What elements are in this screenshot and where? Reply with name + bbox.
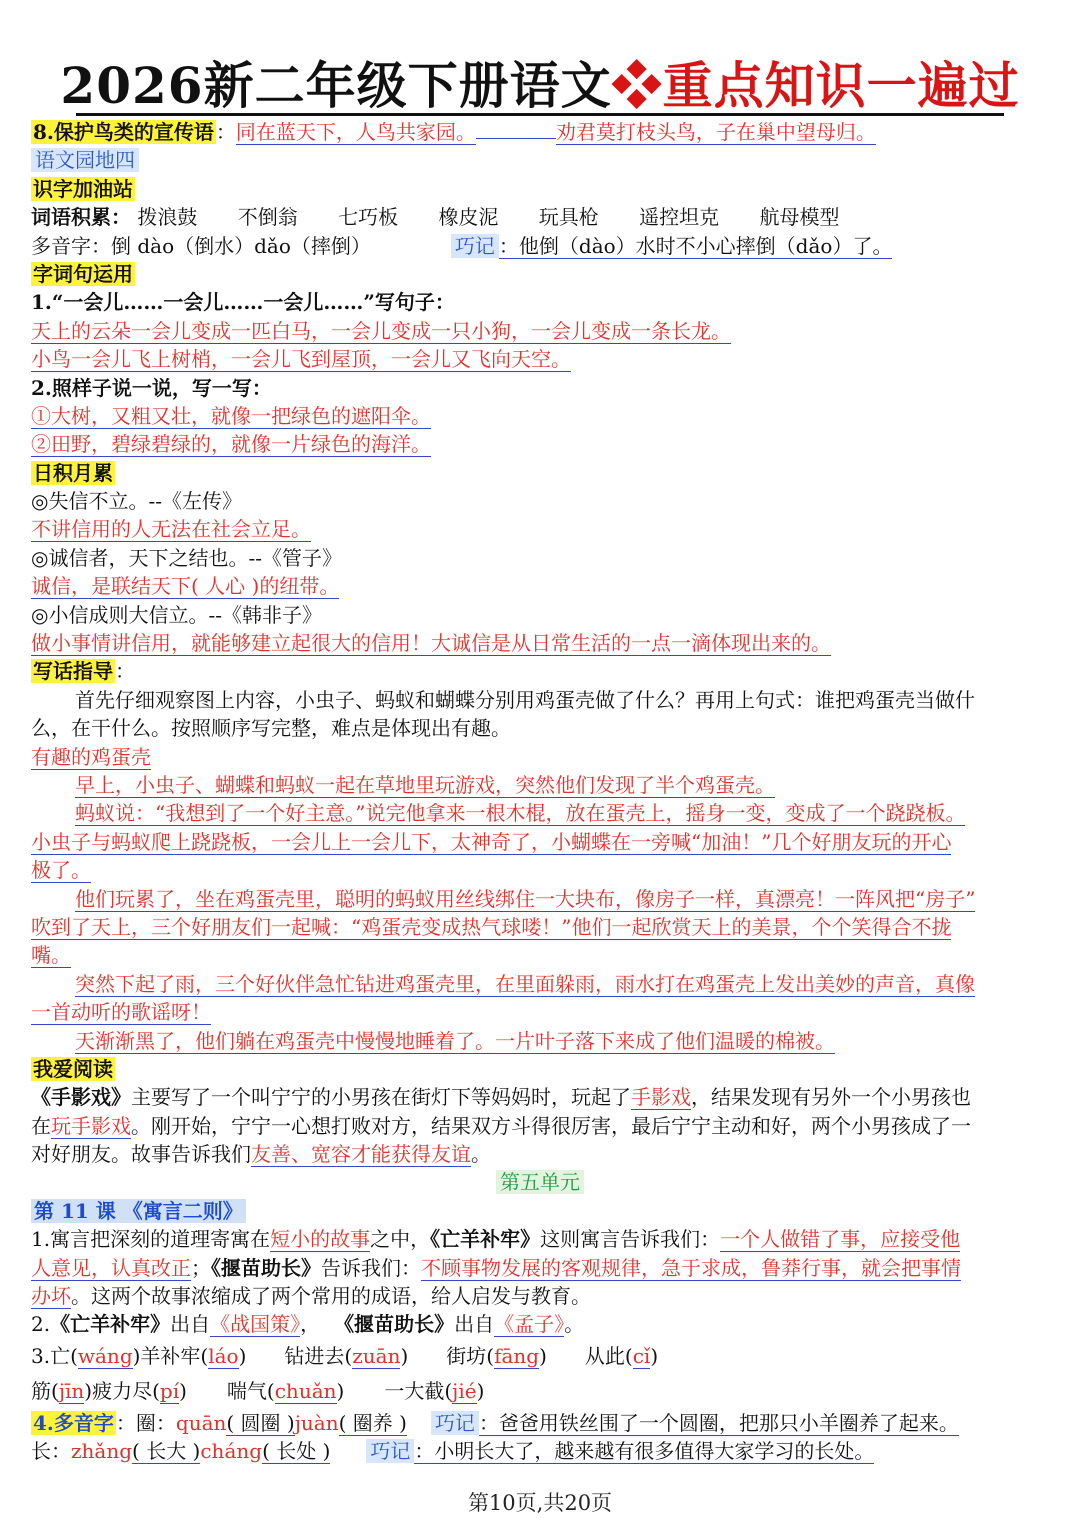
answer-text: 做小事情讲信用，就能够建立起很大的信用！大诚信是从日常生活的一点一滴体现出来的。 [31, 631, 831, 656]
text-line: 写话指导 ： [33, 659, 135, 684]
text-line: 3.亡(wáng)羊补牢(láo) 钻进去(zuān) 街坊(fāng) 从此(cǐ) [31, 1343, 659, 1368]
section-label: 4.多音字 [33, 1410, 114, 1435]
text-line: 筋(jīn)疲力尽(pí) 喘气(chuǎn) 一大截(jié) [31, 1378, 485, 1403]
text-line [31, 317, 1049, 345]
word: 拨浪鼓 [137, 205, 198, 230]
text-line: 8.保护鸟类的宣传语 ：同在蓝天下，人鸟共家园。 劝君莫打枝头鸟，子在巢中望母归。 [33, 120, 876, 144]
essay-text: 一首动听的歌谣呀！ [31, 1000, 211, 1025]
tip-label: 巧记 [451, 234, 499, 258]
quote-line: ◎失信不立。--《左传》 [31, 489, 242, 514]
title-black-part: 2026新二年级下册语文 [60, 56, 612, 115]
lesson-heading: 第 11 课 《寓言二则》 [31, 1199, 246, 1223]
text-line [31, 885, 1049, 913]
essay-title: 有趣的鸡蛋壳 [31, 744, 151, 769]
book-title: 《手影戏》 [31, 1085, 131, 1110]
answer-text: 劝君莫打枝头鸟，子在巢中望母归。 [555, 120, 876, 144]
unit-title: 第五单元 [496, 1170, 584, 1194]
quote-line: ◎小信成则大信立。--《韩非子》 [31, 602, 322, 627]
question-line: 1.“一会儿……一会儿……一会儿……”写句子： [31, 290, 455, 315]
text-line [31, 345, 1049, 373]
text-line [31, 175, 1049, 203]
essay-text: 他们玩累了，坐在鸡蛋壳里，聪明的蚂蚁用丝线绑住一大块布，像房子一样，真漂亮！一阵风把“房子” [75, 886, 976, 911]
label: 词语积累： [31, 205, 131, 230]
text-line [31, 856, 1049, 884]
word: 航母模型 [759, 205, 840, 230]
essay-text: 早上，小虫子、蝴蝶和蚂蚁一起在草地里玩游戏，突然他们发现了半个鸡蛋壳。 [75, 772, 775, 797]
paragraph-line: 首先仔细观察图上内容，小虫子、蚂蚁和蝴蝶分别用鸡蛋壳做了什么？再用上句式：谁把鸡蛋壳当做什 [75, 687, 975, 712]
word: 不倒翁 [237, 205, 298, 230]
text-line [31, 402, 1049, 430]
text-line [31, 1055, 1049, 1083]
text-line [31, 260, 1049, 288]
quote-line: ◎诚信者，天下之结也。--《管子》 [31, 545, 342, 570]
text-line [31, 970, 1049, 998]
answer-text: 同在蓝天下，人鸟共家园。 [235, 120, 476, 144]
text-line [31, 203, 1049, 231]
answer-text: 诚信，是联结天下( 人心 )的纽带。 [31, 574, 340, 599]
section-heading: 日积月累 [33, 460, 113, 485]
essay-text: 嘴。 [31, 943, 71, 968]
question-line: 2.照样子说一说，写一写： [31, 375, 272, 400]
text-line: 1.寓言把深刻的道理寄寓在短小的故事之中，《亡羊补牢》这则寓言告诉我们：一个人做错了事，应接受他 [31, 1227, 961, 1252]
text-line [31, 459, 1049, 487]
text-line: 办坏。这两个故事浓缩成了两个常用的成语，给人启发与教育。 [31, 1284, 591, 1309]
answer-text: 天上的云朵一会儿变成一匹白马，一会儿变成一只小狗，一会儿变成一条长龙。 [31, 318, 731, 343]
text-line [31, 913, 1049, 941]
essay-text: 突然下起了雨，三个好伙伴急忙钻进鸡蛋壳里，在里面躲雨，雨水打在鸡蛋壳上发出美妙的声音，真像 [75, 971, 975, 996]
tip-text: ：他倒（dào）水时不小心摔倒（dǎo）了。 [498, 233, 893, 258]
page-number: 第10页,共20页 [467, 1491, 613, 1515]
diamond-icon: ❖ [611, 56, 663, 115]
text-line: 4.多音字 ：圈：quān( 圆圈 )juàn( 圈养 ) 巧记 ：爸爸用铁丝围了一个圆圈，把那只小羊圈养了起来。 [33, 1410, 959, 1435]
section-heading: 识字加油站 [33, 176, 133, 201]
text-line [31, 743, 1049, 771]
text-line: 人意见，认真改正；《揠苗助长》告诉我们：不顾事物发展的客观规律，急于求成，鲁莽行事，就会把事情 [31, 1255, 961, 1280]
text-line [31, 828, 1049, 856]
tip-label: 巧记 [366, 1439, 414, 1463]
text-line [31, 998, 1049, 1026]
text-line [31, 629, 1049, 657]
text-line [31, 572, 1049, 600]
section-label: 8.保护鸟类的宣传语 [33, 120, 214, 144]
essay-text: 小虫子与蚂蚁爬上跷跷板，一会儿上一会儿下，太神奇了，小蝴蝶在一旁喊“加油！”几个好朋友玩的开心 [31, 829, 952, 854]
word: 七巧板 [338, 205, 399, 230]
text-line [31, 1027, 1049, 1055]
title-red-part: 重点知识一遍过 [662, 56, 1020, 115]
text-line [31, 146, 1049, 174]
text-line [31, 515, 1049, 543]
answer-text: ①大树，又粗又壮，就像一把绿色的遮阳伞。 [31, 403, 431, 428]
essay-text: 蚂蚁说：“我想到了一个好主意。”说完他拿来一根木棍，放在蛋壳上，摇身一变，变成了一个跷跷板。 [75, 801, 966, 826]
text-line [31, 799, 1049, 827]
section-heading: 我爱阅读 [33, 1056, 113, 1081]
word: 橡皮泥 [438, 205, 499, 230]
answer-text: 不讲信用的人无法在社会立足。 [31, 517, 311, 542]
title-underline [76, 113, 1004, 116]
text-line [31, 1197, 1049, 1225]
text-line: 对好朋友。故事告诉我们友善、宽容才能获得友谊。 [31, 1142, 491, 1167]
text-line: 2.《亡羊补牢》出自《战国策》， 《揠苗助长》出自《孟子》。 [31, 1312, 585, 1337]
text-line [31, 941, 1049, 969]
text-line [31, 771, 1049, 799]
answer-text: ②田野，碧绿碧绿的，就像一片绿色的海洋。 [31, 432, 431, 457]
unit-heading [31, 1168, 1049, 1196]
tip-label: 巧记 [431, 1411, 479, 1435]
section-heading: 字词句运用 [33, 261, 133, 286]
paragraph-line: 么，在干什么。按照顺序写完整，难点是体现出有趣。 [31, 716, 511, 741]
text-line: 长：zhǎng( 长大 )cháng( 长处 ) 巧记 ：小明长大了，越来越有很多值得大家学习的长处。 [31, 1439, 875, 1464]
text-line [31, 430, 1049, 458]
content-body [31, 118, 1049, 1466]
word: 遥控坦克 [639, 205, 720, 230]
text-line: 《手影戏》主要写了一个叫宁宁的小男孩在街灯下等妈妈时，玩起了手影戏，结果发现有另外一个小男孩也 [31, 1085, 971, 1110]
essay-text: 吹到了天上，三个好朋友们一起喊：“鸡蛋壳变成热气球喽！”他们一起欣赏天上的美景，个个笑得合不拢 [31, 914, 952, 939]
essay-text: 天渐渐黑了，他们躺在鸡蛋壳中慢慢地睡着了。一片叶子落下来成了他们温暖的棉被。 [75, 1028, 835, 1053]
page-title [0, 54, 1080, 118]
text-line: 在玩手影戏。刚开始，宁宁一心想打败对方，结果双方斗得很厉害，最后宁宁主动和好，两个小男孩成了一 [31, 1113, 971, 1138]
section-heading: 语文园地四 [31, 148, 139, 172]
word: 玩具枪 [538, 205, 599, 230]
polyphone-text: 多音字：倒 dào（倒水）dǎo（摔倒） [31, 233, 371, 258]
answer-text: 小鸟一会儿飞上树梢，一会儿飞到屋顶，一会儿又飞向天空。 [31, 347, 571, 372]
section-heading: 写话指导 [33, 659, 113, 684]
text-line [31, 232, 1049, 260]
essay-text: 极了。 [31, 858, 91, 883]
